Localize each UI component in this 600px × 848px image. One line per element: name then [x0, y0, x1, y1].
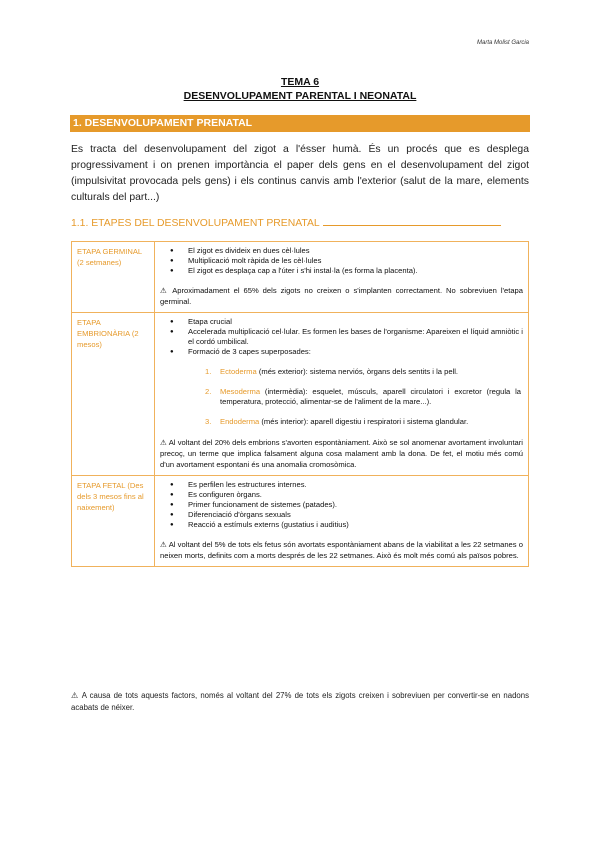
- list-item: ● Accelerada multiplicació cel·lular. Es formen les bases de l'organisme: Apareixen el líquid amniòtic i el cordó umbilical.: [188, 327, 523, 347]
- table-row: [72, 242, 529, 313]
- layer-name: Ectoderma: [220, 367, 257, 376]
- list-item: ● Diferenciació d'òrgans sexuals: [188, 510, 523, 520]
- intro-paragraph: Es tracta del desenvolupament del zigot a l'ésser humà. És un procés que es desplega progressivament i on prenen importància el paper dels gens en el desenvolupament del zigot (impulsivitat provocada pels gens) i els continus canvis amb l'exterior (salut de la mare, elements culturals del part...): [71, 144, 529, 203]
- topic-title: TEMA 6: [280, 76, 320, 88]
- footer-note: ⚠ A causa de tots aquests factors, només al voltant del 27% de tots els zigots creixen i sobreviuen per convertir-se en nadons acabats de néixer.: [71, 691, 529, 712]
- subsection-heading-text: 1.1. ETAPES DEL DESENVOLUPAMENT PRENATAL: [71, 218, 320, 229]
- fetal-note: ⚠ Al voltant del 5% de tots els fetus són avortats espontàniament abans de la viabilitat a les 22 setmanes o neixen morts, definits com a morts després de les 22 setmanes. Això és molt més comú als països pobres.: [160, 540, 523, 560]
- stage-label-embrionaria: ETAPA EMBRIONÀRIA (2 mesos): [72, 313, 155, 476]
- author-name: Marta Molist Garcia: [476, 40, 529, 46]
- table-row: [72, 476, 529, 567]
- stage-label-germinal: ETAPA GERMINAL (2 setmanes): [72, 242, 155, 313]
- topic-subtitle: DESENVOLUPAMENT PARENTAL I NEONATAL: [183, 90, 417, 102]
- list-item: ● Reacció a estímuls externs (gustatius i auditius): [188, 520, 523, 530]
- stage-content-fetal: [155, 476, 529, 567]
- layer-item: [205, 417, 523, 427]
- layer-number: 2.: [205, 387, 212, 396]
- germinal-list: [160, 246, 523, 276]
- stage-label-fetal: ETAPA FETAL (Des dels 3 mesos fins al naixement): [72, 476, 155, 567]
- list-item: ● Etapa crucial: [188, 317, 523, 327]
- list-item: ● Es configuren òrgans.: [188, 490, 523, 500]
- list-item: ● El zigot es divideix en dues cèl·lules: [188, 246, 523, 256]
- list-item: ● Formació de 3 capes superposades:: [188, 347, 523, 357]
- stages-table: [71, 241, 529, 567]
- layer-number: 1.: [205, 367, 212, 376]
- embrionaria-list: [160, 317, 523, 357]
- layer-number: 3.: [205, 417, 212, 426]
- list-item: ● Primer funcionament de sistemes (patades).: [188, 500, 523, 510]
- embrionaria-note: ⚠ Al voltant del 20% dels embrions s'avorten espontàniament. Això se sol anomenar avortament involuntari precoç, un terme que implica falsament alguna cosa malament amb la dona. De fet, el motiu més comú d'un avortament espontani és una anomalia cromosòmica.: [160, 438, 523, 469]
- heading-underline: [323, 225, 501, 226]
- fetal-list: [160, 480, 523, 530]
- list-item: ● El zigot es desplaça cap a l'úter i s'hi instal·la (es forma la placenta).: [188, 266, 523, 276]
- layer-text: (més exterior): sistema nerviós, òrgans dels sentits i la pell.: [256, 367, 459, 376]
- layer-item: [205, 387, 523, 407]
- layer-text: (més interior): aparell digestiu i respiratori i sistema glandular.: [259, 417, 469, 426]
- list-item: ● Multiplicació molt ràpida de les cèl·lules: [188, 256, 523, 266]
- stage-content-embrionaria: [155, 313, 529, 476]
- stage-content-germinal: [155, 242, 529, 313]
- germinal-note: ⚠ Aproximadament el 65% dels zigots no creixen o s'implanten correctament. No sobreviuen l'etapa germinal.: [160, 286, 523, 306]
- layers-list: [160, 367, 523, 427]
- layer-item: [205, 367, 523, 377]
- list-item: ● Es perfilen les estructures internes.: [188, 480, 523, 490]
- subsection-heading: [71, 218, 529, 229]
- layer-text: (intermèdia): esquelet, músculs, aparell circulatori i excretor (regula la temperatura, protecció, alimentar-se de l'aliment de la mare...).: [220, 387, 521, 406]
- layer-name: Mesoderma: [220, 387, 261, 396]
- section-heading: 1. DESENVOLUPAMENT PRENATAL: [70, 115, 530, 132]
- layer-name: Endoderma: [220, 417, 260, 426]
- table-row: [72, 313, 529, 476]
